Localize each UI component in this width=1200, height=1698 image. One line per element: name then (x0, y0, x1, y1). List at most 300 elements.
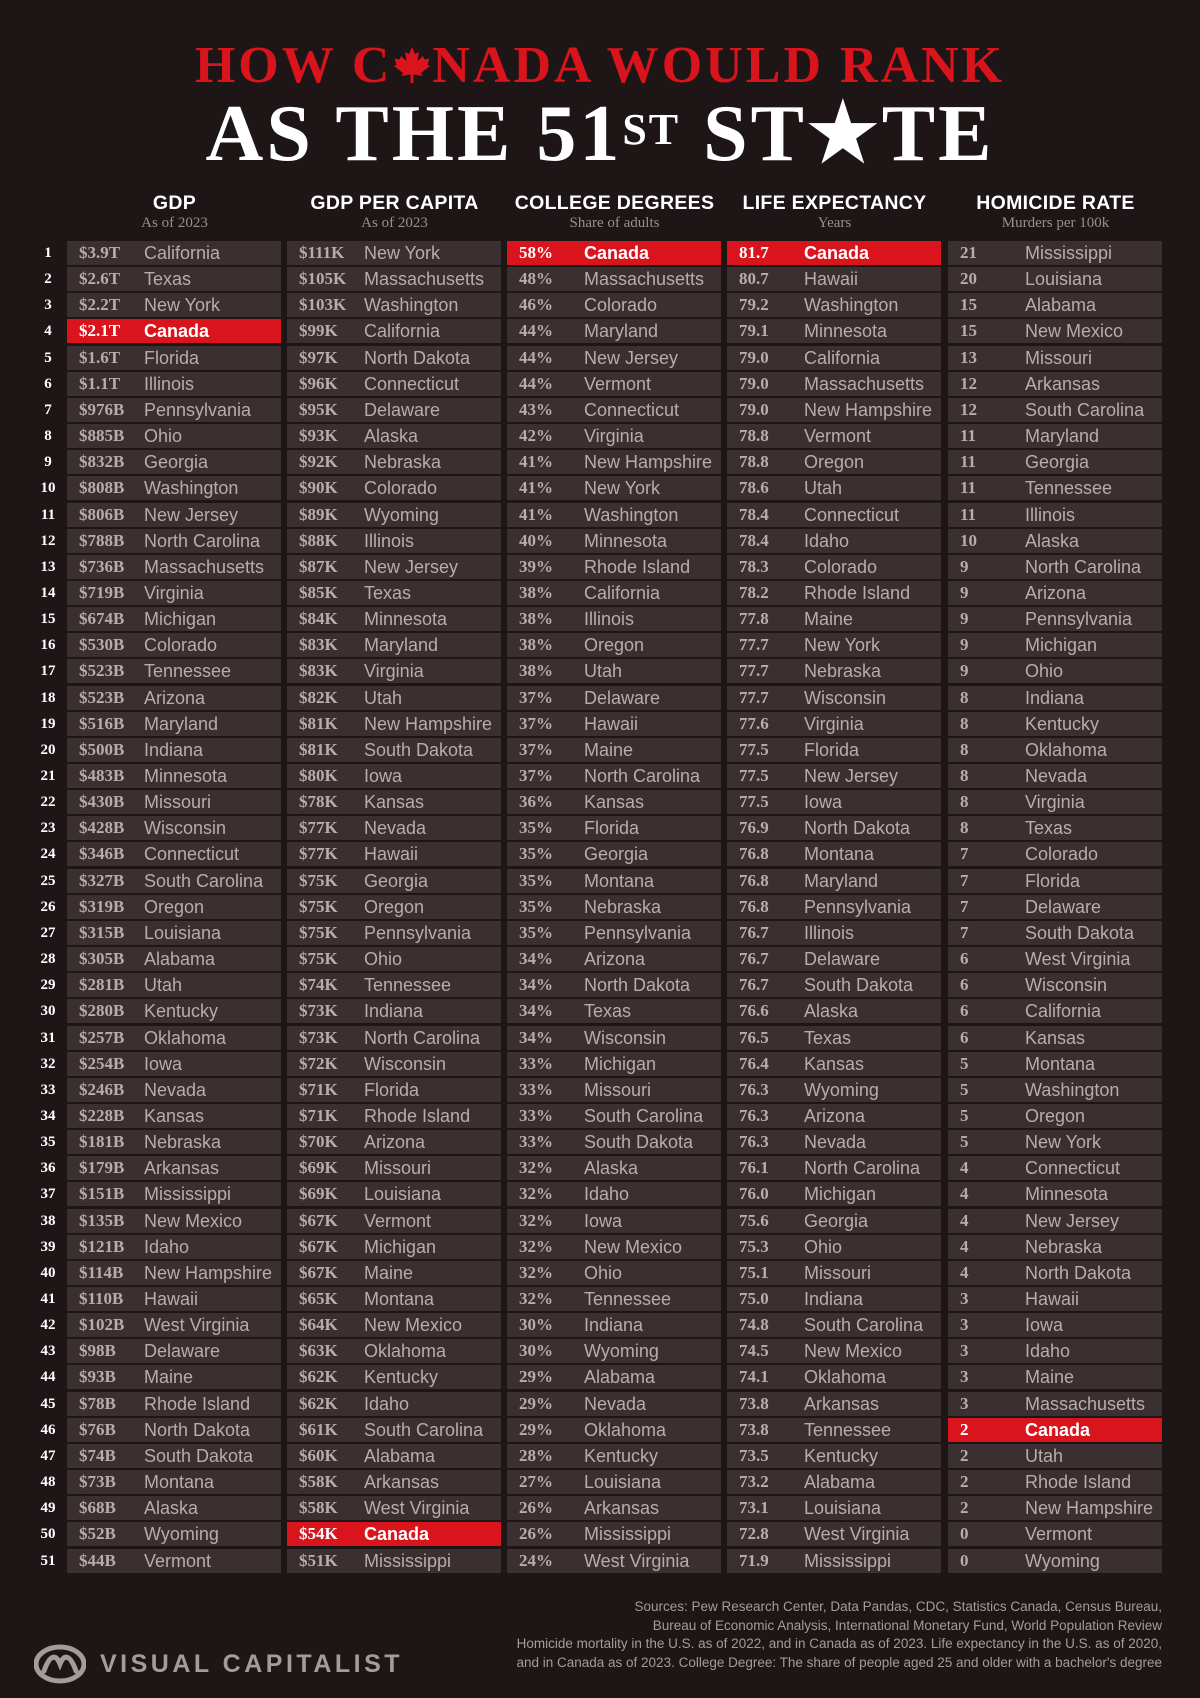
cell-name: South Carolina (1025, 399, 1145, 420)
cell-name: South Dakota (144, 1445, 254, 1466)
table-cell (287, 529, 501, 553)
cell-name: Nevada (144, 1079, 207, 1100)
cell-value: 30% (519, 1315, 553, 1335)
cell-name: South Carolina (144, 870, 264, 891)
table-cell (948, 1235, 1162, 1259)
cell-name: Delaware (584, 687, 661, 708)
table-cell (67, 1156, 281, 1180)
cell-value: 77.7 (739, 661, 769, 681)
table-cell (287, 372, 501, 396)
cell-value: $87K (299, 556, 338, 576)
rank-number: 31 (40, 1029, 56, 1046)
cell-value: 73.1 (739, 1498, 769, 1518)
cell-value: $67K (299, 1210, 338, 1230)
table-cell (727, 424, 941, 448)
table-cell (948, 267, 1162, 291)
table-cell (948, 1470, 1162, 1494)
cell-value: $51K (299, 1550, 338, 1570)
cell-value: $523B (79, 661, 125, 681)
table-cell (507, 816, 721, 840)
cell-value: $98B (79, 1341, 116, 1361)
cell-value: $70K (299, 1132, 338, 1152)
cell-value: $82K (299, 687, 338, 707)
cell-name: Michigan (1025, 635, 1098, 656)
table-cell (727, 1470, 941, 1494)
rank-number: 21 (40, 768, 56, 784)
cell-value: 2 (960, 1445, 969, 1465)
cell-name: New Jersey (1025, 1210, 1120, 1231)
table-cell (948, 1339, 1162, 1363)
cell-name: Arizona (804, 1105, 866, 1126)
cell-name: Louisiana (364, 1184, 442, 1205)
table-cell (287, 712, 501, 736)
cell-value: 8 (960, 713, 969, 733)
cell-value: 32% (519, 1262, 553, 1282)
cell-name: Pennsylvania (144, 399, 252, 420)
cell-name: North Dakota (804, 818, 911, 839)
cell-name: Maine (1025, 1367, 1075, 1388)
table-cell (507, 424, 721, 448)
cell-name: Tennessee (364, 975, 452, 996)
cell-name: Alabama (1025, 295, 1097, 316)
rank-number: 20 (40, 741, 56, 758)
cell-value: 44% (519, 373, 553, 393)
table-cell (67, 1392, 281, 1416)
cell-value: $1.1T (79, 373, 121, 393)
cell-name: Arizona (144, 687, 206, 708)
cell-value: 37% (519, 766, 553, 785)
cell-name: Georgia (1025, 452, 1090, 473)
cell-name: New York (144, 295, 221, 316)
cell-name: North Carolina (584, 766, 701, 786)
table-cell (67, 476, 281, 500)
table-cell (948, 398, 1162, 422)
table-cell (727, 921, 941, 945)
table-cell (507, 659, 721, 683)
cell-name: Minnesota (144, 766, 228, 786)
cell-value: $430B (79, 792, 125, 812)
table-cell (67, 1365, 281, 1389)
table-cell (727, 1549, 941, 1573)
cell-name: Arkansas (364, 1472, 440, 1493)
table-cell (727, 1261, 941, 1285)
rank-number: 17 (40, 663, 56, 680)
rank-number: 8 (44, 428, 52, 445)
cell-name: Illinois (364, 530, 415, 551)
cell-value: $280B (79, 1001, 125, 1021)
cell-name: Connecticut (144, 844, 240, 865)
cell-name: Ohio (144, 426, 183, 447)
table-cell (727, 555, 941, 579)
cell-value: 2 (960, 1419, 969, 1439)
cell-name: Alaska (804, 1001, 859, 1022)
cell-name: Missouri (1025, 347, 1093, 368)
table-cell (948, 764, 1162, 788)
table-cell (727, 476, 941, 500)
rank-number: 12 (40, 532, 56, 549)
cell-name: Vermont (804, 426, 872, 447)
cell-name: North Dakota (364, 347, 471, 368)
cell-value: $69K (299, 1184, 338, 1204)
cell-name: Hawaii (804, 269, 859, 290)
cell-name: Ohio (804, 1236, 843, 1257)
cell-value: 8 (960, 818, 969, 838)
cell-name: Rhode Island (584, 556, 691, 577)
cell-name: Utah (364, 687, 403, 708)
table-cell (948, 842, 1162, 866)
table-cell (67, 581, 281, 605)
table-cell (948, 712, 1162, 736)
cell-name: Mississippi (364, 1550, 452, 1571)
cell-value: 9 (960, 556, 969, 576)
cell-name: Mississippi (144, 1184, 232, 1205)
cell-value: $75K (299, 896, 338, 916)
table-cell (287, 1392, 501, 1416)
cell-name: Iowa (804, 792, 843, 813)
table-cell (727, 895, 941, 919)
column-header (727, 192, 942, 232)
cell-name: South Dakota (1025, 922, 1135, 943)
cell-name: Texas (804, 1027, 852, 1048)
cell-value: 32% (519, 1210, 553, 1230)
column-header (948, 192, 1163, 232)
brand-name: VISUAL CAPITALIST (100, 1650, 404, 1678)
table-cell (287, 319, 501, 343)
cell-name: West Virginia (364, 1498, 470, 1519)
cell-name: Louisiana (804, 1498, 882, 1519)
table-cell (287, 607, 501, 631)
cell-value: $121B (79, 1236, 125, 1256)
cell-value: 35% (519, 870, 553, 890)
cell-value: 35% (519, 896, 553, 916)
cell-name: New Mexico (1025, 321, 1124, 342)
cell-value: 8 (960, 792, 969, 812)
cell-value: $254B (79, 1053, 125, 1073)
table-cell (948, 241, 1162, 265)
cell-name: Tennessee (584, 1289, 672, 1309)
cell-name: Virginia (1025, 792, 1085, 813)
table-cell (67, 1522, 281, 1546)
cell-name: New Mexico (144, 1210, 243, 1231)
cell-value: 29% (519, 1419, 553, 1439)
table-cell (287, 686, 501, 710)
cell-value: 4 (960, 1262, 969, 1282)
cell-name: Illinois (1025, 504, 1076, 525)
table-cell (948, 1365, 1162, 1389)
table-cell (67, 921, 281, 945)
table-cell (67, 633, 281, 657)
cell-value: $74K (299, 975, 338, 995)
cell-value: 38% (519, 661, 553, 681)
table-cell (727, 947, 941, 971)
table-cell (507, 947, 721, 971)
table-cell (948, 424, 1162, 448)
table-cell-highlight (948, 1418, 1162, 1442)
cell-value: $83K (299, 635, 338, 655)
cell-value: 15 (960, 321, 977, 341)
cell-name: South Dakota (364, 739, 474, 760)
cell-name: Minnesota (584, 530, 668, 551)
table-cell (507, 1104, 721, 1128)
cell-name: North Carolina (144, 530, 261, 551)
table-cell (507, 1156, 721, 1180)
table-cell (67, 947, 281, 971)
rank-number: 50 (40, 1526, 56, 1543)
cell-name: Virginia (584, 426, 644, 447)
cell-name: Arkansas (144, 1158, 220, 1179)
cell-name: Missouri (584, 1079, 652, 1100)
cell-value: 3 (960, 1341, 969, 1361)
cell-name: California (1025, 1001, 1102, 1022)
table-cell (67, 738, 281, 762)
sources-note (442, 1598, 1162, 1672)
cell-name: Michigan (584, 1053, 657, 1074)
rank-number: 28 (40, 951, 56, 968)
cell-name: Florida (144, 347, 200, 368)
cell-value: 3 (960, 1393, 969, 1413)
cell-name: Iowa (1025, 1315, 1064, 1336)
cell-value: 37% (519, 687, 553, 707)
cell-name: New Jersey (364, 556, 459, 577)
cell-value: 5 (960, 1053, 969, 1073)
table-cell (948, 607, 1162, 631)
cell-name: New Hampshire (364, 713, 493, 734)
table-cell (507, 1235, 721, 1259)
table-cell (948, 921, 1162, 945)
cell-name: Idaho (144, 1236, 190, 1257)
cell-value: 75.0 (739, 1289, 769, 1308)
cell-name: Utah (144, 975, 183, 996)
cell-value: 11 (960, 452, 977, 472)
cell-value: 79.0 (739, 399, 769, 419)
cell-value: 7 (960, 870, 969, 890)
table-cell (727, 633, 941, 657)
cell-value: 28% (519, 1445, 553, 1465)
table-cell (507, 607, 721, 631)
rank-number: 49 (40, 1500, 56, 1517)
cell-name: Louisiana (584, 1472, 662, 1493)
table-cell (67, 999, 281, 1023)
cell-value: 81.7 (739, 243, 769, 262)
table-cell (507, 398, 721, 422)
cell-name: Kansas (584, 792, 645, 813)
table-cell (727, 319, 941, 343)
table-cell (507, 1261, 721, 1285)
cell-value: 76.8 (739, 870, 769, 890)
table-cell (67, 1549, 281, 1573)
table-cell (67, 372, 281, 396)
table-cell (948, 1496, 1162, 1520)
table-cell (948, 1130, 1162, 1154)
cell-value: $78K (299, 792, 338, 812)
cell-value: 2 (960, 1472, 969, 1492)
cell-value: $246B (79, 1079, 125, 1099)
cell-value: 9 (960, 609, 969, 629)
cell-value: 79.0 (739, 373, 769, 393)
cell-value: 0 (960, 1550, 969, 1570)
sources-line: Sources: Pew Research Center, Data Pandas, CDC, Statistics Canada, Census Bureau, (634, 1599, 1162, 1614)
rank-number: 9 (44, 454, 52, 471)
column-title: LIFE EXPECTANCY (742, 192, 927, 214)
table-cell (287, 1026, 501, 1050)
cell-name: Hawaii (584, 713, 639, 734)
cell-name: Wisconsin (804, 687, 887, 708)
cell-value: $93B (79, 1367, 116, 1387)
cell-name: Wyoming (1025, 1550, 1100, 1571)
cell-value: $114B (79, 1262, 124, 1282)
table-cell (948, 319, 1162, 343)
rank-number: 4 (44, 323, 52, 340)
table-cell (287, 555, 501, 579)
table-cell (287, 1182, 501, 1206)
cell-name: Canada (584, 243, 650, 263)
rank-number: 37 (40, 1186, 56, 1203)
cell-value: $736B (79, 556, 125, 576)
table-cell (507, 633, 721, 657)
table-cell (67, 450, 281, 474)
cell-value: 77.8 (739, 609, 769, 629)
cell-name: Colorado (364, 478, 438, 499)
cell-name: Mississippi (804, 1550, 892, 1571)
cell-value: 8 (960, 687, 969, 707)
table-cell (287, 947, 501, 971)
cell-value: 34% (519, 1027, 553, 1047)
cell-name: Texas (364, 582, 412, 603)
cell-value: 36% (519, 792, 553, 812)
table-cell (507, 1130, 721, 1154)
cell-name: Indiana (804, 1289, 864, 1309)
table-cell (948, 450, 1162, 474)
cell-name: Connecticut (584, 399, 680, 420)
cell-value: $80K (299, 766, 338, 785)
cell-value: 79.2 (739, 295, 769, 315)
table-cell (67, 1313, 281, 1337)
cell-value: 76.7 (739, 949, 769, 969)
cell-value: $58K (299, 1472, 338, 1492)
cell-value: 78.6 (739, 478, 769, 498)
table-cell (67, 1026, 281, 1050)
cell-name: Kentucky (144, 1001, 219, 1022)
cell-name: Montana (584, 870, 655, 891)
cell-name: Nebraska (584, 896, 662, 917)
cell-value: $96K (299, 373, 338, 393)
cell-value: $674B (79, 609, 125, 629)
cell-name: Massachusetts (1025, 1393, 1146, 1414)
cell-value: 78.8 (739, 426, 769, 446)
rank-number: 30 (40, 1003, 56, 1020)
table-cell (507, 973, 721, 997)
cell-name: Oklahoma (584, 1419, 667, 1440)
cell-value: $44B (79, 1550, 116, 1570)
cell-name: Arizona (584, 949, 646, 970)
cell-name: Georgia (364, 870, 429, 891)
cell-value: $75K (299, 870, 338, 890)
cell-name: Missouri (144, 792, 212, 813)
table-cell (287, 1235, 501, 1259)
rank-number: 34 (40, 1107, 56, 1124)
cell-name: Iowa (144, 1053, 183, 1074)
cell-value: 78.4 (739, 504, 769, 524)
table-cell (727, 1052, 941, 1076)
table-cell (67, 267, 281, 291)
cell-value: 78.8 (739, 452, 769, 472)
cell-name: New Jersey (144, 504, 239, 525)
cell-name: California (584, 582, 661, 603)
cell-value: 35% (519, 844, 553, 864)
cell-value: 76.3 (739, 1105, 769, 1125)
cell-value: $54K (299, 1524, 338, 1544)
cell-name: Indiana (1025, 687, 1085, 708)
table-cell (507, 555, 721, 579)
cell-value: $806B (79, 504, 125, 524)
cell-value: 76.9 (739, 818, 769, 838)
table-cell (287, 503, 501, 527)
cell-value: $530B (79, 635, 125, 655)
table-cell (727, 1130, 941, 1154)
cell-value: 79.0 (739, 347, 769, 367)
cell-name: Kansas (144, 1105, 205, 1126)
cell-name: Rhode Island (804, 582, 911, 603)
cell-name: Maryland (804, 870, 879, 891)
cell-value: 9 (960, 582, 969, 602)
cell-value: 77.6 (739, 713, 769, 733)
cell-value: $92K (299, 452, 338, 472)
cell-value: $1.6T (79, 347, 121, 367)
cell-value: 76.4 (739, 1053, 769, 1073)
cell-value: $3.9T (79, 243, 121, 262)
table-cell (727, 1156, 941, 1180)
cell-value: 3 (960, 1315, 969, 1335)
cell-name: Nevada (584, 1393, 647, 1414)
table-cell (507, 319, 721, 343)
table-cell (67, 1182, 281, 1206)
cell-value: $483B (79, 766, 125, 785)
cell-name: Montana (804, 844, 875, 865)
table-cell (948, 1549, 1162, 1573)
cell-value: $84K (299, 609, 338, 629)
cell-name: Hawaii (144, 1289, 199, 1309)
cell-value: $93K (299, 426, 338, 446)
sources-line: Bureau of Economic Analysis, International Monetary Fund, World Population Review (652, 1617, 1162, 1633)
rank-number: 6 (44, 375, 52, 392)
cell-value: 41% (519, 504, 553, 524)
cell-value: 38% (519, 582, 553, 602)
cell-name: Minnesota (804, 321, 888, 342)
table-cell (287, 476, 501, 500)
cell-value: $68B (79, 1498, 116, 1518)
cell-value: 32% (519, 1184, 553, 1204)
table-cell (67, 1052, 281, 1076)
table-cell (507, 790, 721, 814)
table-cell (287, 293, 501, 317)
cell-name: Virginia (804, 713, 864, 734)
table-cell-highlight (67, 319, 281, 343)
cell-name: Nevada (804, 1132, 867, 1153)
table-cell (727, 1313, 941, 1337)
table-cell (287, 895, 501, 919)
cell-value: 37% (519, 713, 553, 733)
rank-number: 32 (40, 1055, 56, 1072)
cell-name: New Mexico (364, 1315, 463, 1336)
table-cell (507, 293, 721, 317)
table-cell (287, 842, 501, 866)
cell-value: 39% (519, 556, 553, 576)
maple-leaf-icon (392, 38, 432, 94)
cell-name: Iowa (364, 766, 403, 786)
table-cell (948, 999, 1162, 1023)
table-cell (507, 267, 721, 291)
cell-name: New Mexico (804, 1341, 903, 1362)
